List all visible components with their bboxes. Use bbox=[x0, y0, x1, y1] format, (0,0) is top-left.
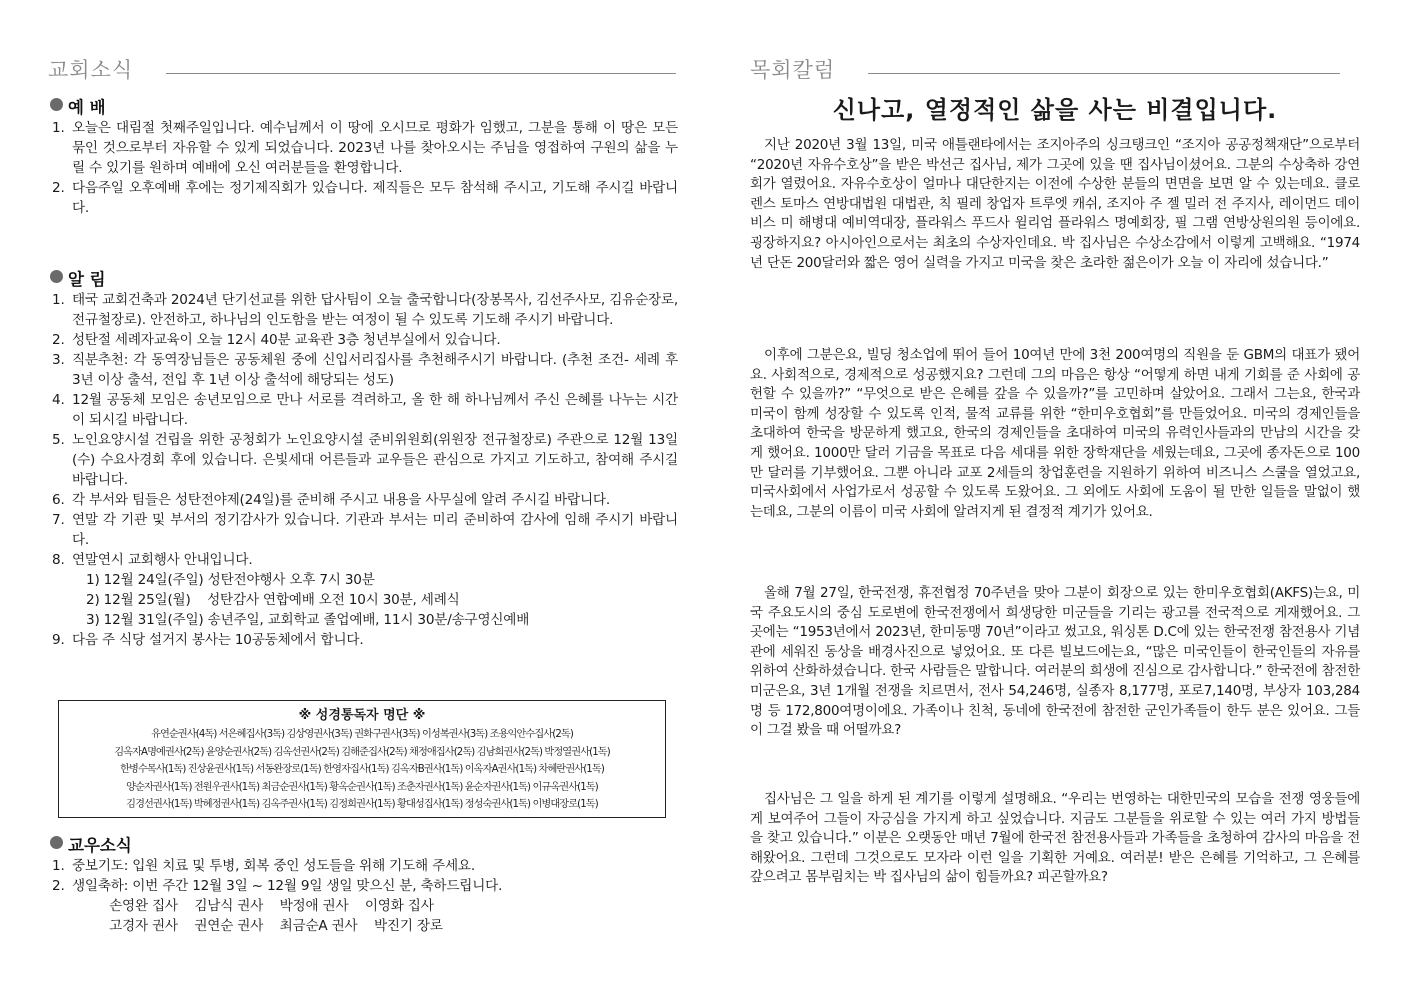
bible-box-line: 김경선권사(1독) 박혜정권사(1독) 김옥주권사(1독) 김정희권사(1독) 황대성집사(1독) 정성숙권사(1독) 이병대장로(1독) bbox=[126, 799, 598, 811]
bullet-dot-icon bbox=[50, 270, 63, 283]
pastor-column-page bbox=[750, 0, 1360, 992]
header-rule bbox=[868, 73, 1340, 74]
list-item: 2. 생일축하: 이번 주간 12월 3일 ~ 12월 9일 생일 맞으신 분, 축하드립니다. 손영완 집사 김남식 권사 박정애 권사 이영화 집사 고경자 권사 권연순 권사 최금순A 권사 박진기 장로 bbox=[48, 876, 678, 936]
list-item: 2. 성탄절 세례자교육이 오늘 12시 40분 교육관 3층 청년부실에서 있습니다. bbox=[52, 332, 501, 348]
worship-heading bbox=[48, 94, 678, 116]
list-item: 2. 다음주일 오후예배 후에는 정기제직회가 있습니다. 제직들은 모두 참석해 주시고, 기도해 주시길 바랍니다. bbox=[52, 180, 678, 216]
section-title: 교회소식 bbox=[48, 58, 134, 82]
worship-list bbox=[48, 118, 678, 218]
bible-reading-box bbox=[58, 700, 666, 818]
bible-box-line: 김옥자A명예권사(2독) 윤양순권사(2독) 김옥선권사(2독) 김해준집사(2독) 채정애집사(2독) 김남희권사(2독) 박정열권사(1독) bbox=[114, 746, 610, 758]
members-label: 교우소식 bbox=[68, 836, 132, 855]
list-item: 4. 12월 공동체 모임은 송년모임으로 만나 서로를 격려하고, 올 한 해 하나님께서 주신 은혜를 나누는 시간이 되시길 바랍니다. bbox=[52, 392, 678, 428]
bible-box-line: 한병수목사(1독) 진상윤권사(1독) 서동완장로(1독) 한영자집사(1독) 김옥자B권사(1독) 이옥자A권사(1독) 차혜란권사(1독) bbox=[120, 764, 604, 776]
header-rule bbox=[166, 73, 676, 74]
list-item: 9. 다음 주 식당 설거지 봉사는 10공동체에서 합니다. bbox=[52, 632, 364, 648]
bullet-dot-icon bbox=[50, 98, 63, 111]
notice-label: 알 림 bbox=[68, 270, 106, 289]
list-item: 7. 연말 각 기관 및 부서의 정기감사가 있습니다. 기관과 부서는 미리 준비하여 감사에 임해 주시기 바랍니다. bbox=[52, 512, 678, 548]
column-paragraph: 집사님은 그 일을 하게 된 계기를 이렇게 설명해요. “우리는 번영하는 대한민국의 모습을 전쟁 영웅들에게 보여주어 그들이 자긍심을 가지게 하고 싶었습니다. 지금도 그분들을 위로할 수 있는 여러 가지 방법들을 찾고 있습니다.” 이분은 오랫동안 매년 7월에 한국전 참전용사들과 가족들을 초청하여 감사의 마음을 전해왔어요. 그런데 그것으로도 모자라 이런 일을 기획한 거예요. 여러분! 받은 은혜를 기억하고, 그 은혜를 갚으려고 몸부림치는 박 집사님의 삶이 힘들까요? 피곤할까요? bbox=[750, 791, 1360, 886]
list-item: 1. 중보기도: 입원 치료 및 투병, 회복 중인 성도들을 위해 기도해 주세요. bbox=[52, 858, 475, 874]
church-news-page bbox=[48, 0, 678, 992]
worship-section bbox=[48, 94, 678, 218]
event-line: 1) 12월 24일(주일) 성탄전야행사 오후 7시 30분 bbox=[86, 572, 375, 588]
column-paragraph: 올해 7월 27일, 한국전쟁, 휴전협정 70주년을 맞아 그분이 회장으로 있는 한미우호협회(AKFS)는요, 미국 주요도시의 중심 도로변에 한국전쟁에서 희생당한 미군들을 기리는 광고를 전국적으로 게재했어요. 그곳에는 “1953년에서 2023년, 한미동맹 70년”이라고 썼고요, 워싱톤 D.C에 있는 한국전쟁 참전용사 기념관에 세워진 동상을 배경사진으로 넣었어요. 또 다른 빌보드에는요, “많은 미국인들이 한국인들의 자유를 위하여 산화하셨습니다. 한국 사람들은 말합니다. 여러분의 희생에 진심으로 감사합니다.” 한국전에 참전한 미군은요, 3년 1개월 전쟁을 치르면서, 전사 54,246명, 실종자 8,177명, 포로7,140명, 부상자 103,284명 등 172,800여명이에요. 가족이나 친척, 동네에 한국전에 참전한 군인가족들이 한두 분은 있어요. 그들이 그걸 봤을 때 어떨까요? bbox=[750, 585, 1360, 739]
notice-heading bbox=[48, 266, 678, 288]
event-line: 3) 12월 31일(주일) 송년주일, 교회학교 졸업예배, 11시 30분/송구영신예배 bbox=[86, 612, 530, 628]
worship-label: 예 배 bbox=[68, 98, 106, 117]
bible-box-line: 유연순권사(4독) 서은혜집사(3독) 김상영권사(3독) 권화구권사(3독) 이성복권사(3독) 조용익안수집사(2독) bbox=[151, 729, 573, 740]
notice-section bbox=[48, 266, 678, 650]
list-item: 1. 태국 교회건축과 2024년 단기선교를 위한 답사팀이 오늘 출국합니다(장봉목사, 김선주사모, 김유순장로, 전규철장로). 안전하고, 하나님의 인도함을 받는 여정이 될 수 있도록 기도해 주시기 바랍니다. bbox=[52, 292, 678, 328]
birthday-names: 고경자 권사 권연순 권사 최금순A 권사 박진기 장로 bbox=[72, 918, 443, 934]
pastor-column-header bbox=[750, 54, 1360, 88]
birthday-names: 손영완 집사 김남식 권사 박정애 권사 이영화 집사 bbox=[72, 898, 434, 914]
members-list bbox=[48, 856, 678, 936]
list-item: 3. 직분추천: 각 동역장님들은 공동체원 중에 신입서리집사를 추천해주시기 바랍니다. (추천 조건- 세례 후 3년 이상 출석, 전입 후 1년 이상 출석에 해당되는 성도) bbox=[52, 352, 678, 388]
section-title: 목회칼럼 bbox=[750, 58, 836, 82]
church-news-header bbox=[48, 54, 678, 88]
column-title: 신나고, 열정적인 삶을 사는 비결입니다. bbox=[832, 96, 1278, 124]
notice-list bbox=[48, 290, 678, 650]
list-item: 6. 각 부서와 팀들은 성탄전야제(24일)를 준비해 주시고 내용을 사무실에 알려 주시길 바랍니다. bbox=[52, 492, 610, 508]
event-line: 2) 12월 25일(월) 성탄감사 연합예배 오전 10시 30분, 세례식 bbox=[86, 592, 460, 608]
bible-box-title: ※ 성경통독자 명단 ※ bbox=[298, 708, 426, 723]
members-section bbox=[48, 832, 678, 936]
bullet-dot-icon bbox=[50, 836, 63, 849]
column-paragraph: 지난 2020년 3월 13일, 미국 애틀랜타에서는 조지아주의 싱크탱크인 “조지아 공공정책재단”으로부터 “2020년 자유수호상”을 받은 박선근 집사님, 제가 그곳에 있을 땐 집사님이셨어요. 그분의 수상축하 강연회가 열렸어요. 자유수호상이 얼마나 대단한지는 이전에 수상한 분들의 면면을 보면 알 수 있는데요. 클로렌스 토마스 연방대법원 대법관, 칙 필레 창업자 트루엣 캐쉬, 조지아 주 젤 밀러 전 주지사, 레이먼드 데이비스 미 해병대 예비역대장, 플라워스 푸드사 윌리엄 플라워스 명예회장, 필 그램 연방상원의원 등이에요. 굉장하지요? 아시아인으로서는 최초의 수상자인데요. 박 집사님은 수상소감에서 이렇게 고백해요. “1974년 단돈 200달러와 짧은 영어 실력을 가지고 미국을 찾은 초라한 젊은이가 오늘 이 자리에 섰습니다.” bbox=[750, 137, 1360, 271]
list-item: 5. 노인요양시설 건립을 위한 공청회가 노인요양시설 준비위원회(위원장 전규철장로) 주관으로 12월 13일(수) 수요사경회 후에 있습니다. 은빛세대 어른들과 교우들은 관심으로 가지고 기도하고, 참여해 주시길 바랍니다. bbox=[52, 432, 678, 488]
bible-box-line: 양순자권사(1독) 전원우권사(1독) 최금순권사(1독) 황옥순권사(1독) 조춘자권사(1독) 윤순자권사(1독) 이규옥권사(1독) bbox=[126, 781, 598, 793]
members-heading bbox=[48, 832, 678, 854]
list-item: 8. 연말연시 교회행사 안내입니다. 1) 12월 24일(주일) 성탄전야행사 오후 7시 30분 2) 12월 25일(월) 성탄감사 연합예배 오전 10시 30분, 세례식 3) 12월 31일(주일) 송년주일, 교회학교 졸업예배, 11시 30분/송구영신예배 bbox=[48, 550, 678, 630]
column-paragraph: 이후에 그분은요, 빌딩 청소업에 뛰어 들어 10여년 만에 3천 200여명의 직원을 둔 GBM의 대표가 됐어요. 사회적으로, 경제적으로 성공했지요? 그런데 그의 마음은 항상 “어떻게 하면 내게 기회를 준 사회에 공헌할 수 있을까?” “무엇으로 받은 은혜를 갚을 수 있을까?”를 고민하며 살았어요. 그래서 그는요, 한국과 미국이 함께 성장할 수 있도록 인적, 물적 교류를 위한 “한미우호협회”를 만들었어요. 미국의 경제인들을 초대하여 한국을 방문하게 했고요, 한국의 경제인들을 초대하여 미국의 유력인사들과의 만남의 시간을 갖게 했어요. 1000만 달러 기금을 목표로 다음 세대를 위한 장학재단을 세웠는데요, 그곳에 종자돈으로 100만 달러를 기부했어요. 그뿐 아니라 교포 2세들의 창업훈련을 지원하기 위하여 비즈니스 스쿨을 열었고요, 미국사회에서 사업가로서 성공할 수 있도록 도왔어요. 그 외에도 사회에 도움이 될 만한 일들을 말없이 했는데요, 그분의 이름이 미국 사회에 알려지게 된 결정적 계기가 있어요. bbox=[750, 347, 1360, 520]
list-item: 1. 오늘은 대림절 첫째주일입니다. 예수님께서 이 땅에 오시므로 평화가 임했고, 그분을 통해 이 땅은 모든 묶인 것으로부터 자유할 수 있게 되었습니다. 2023년 나를 찾아오시는 주님을 영접하여 구원의 삶을 누릴 수 있기를 원하며 예배에 오신 여러분들을 환영합니다. bbox=[52, 120, 678, 176]
